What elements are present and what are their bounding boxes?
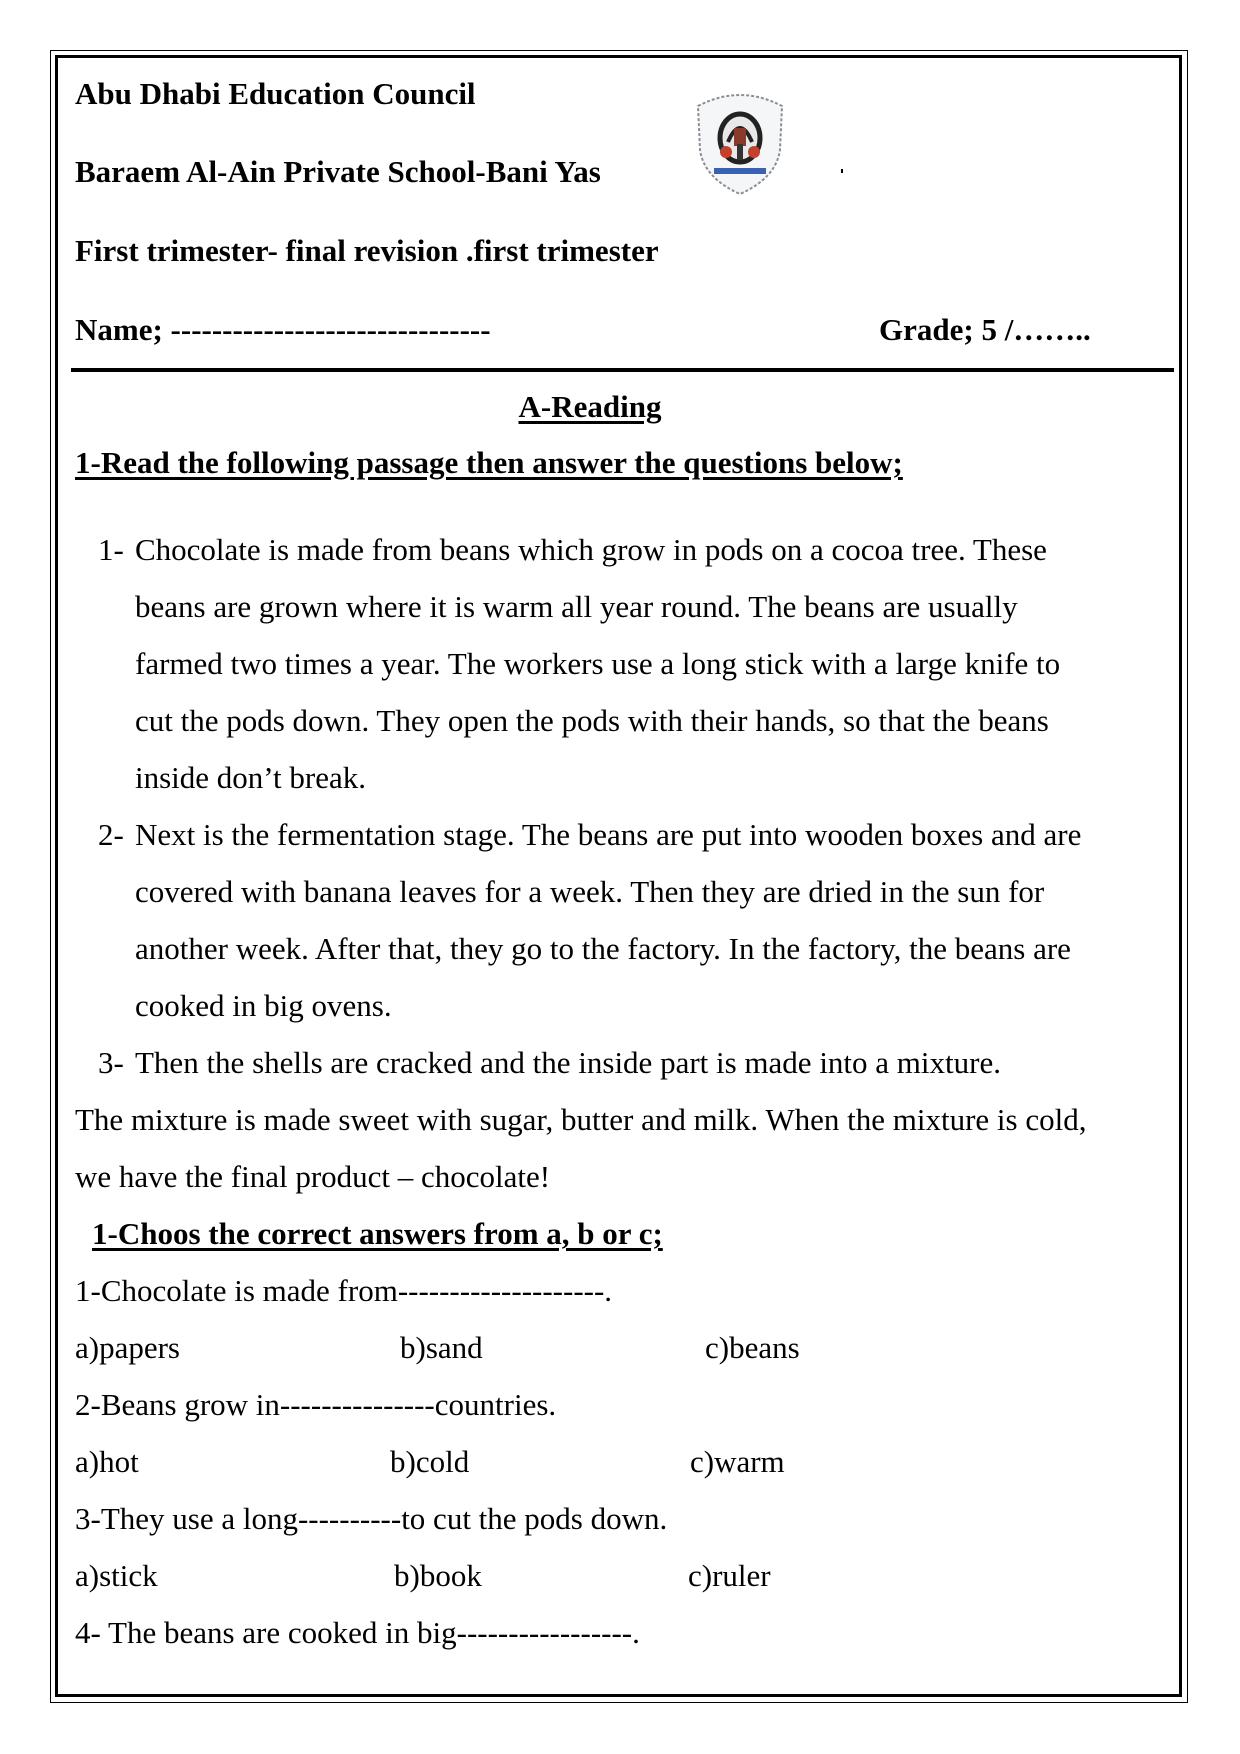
passage-line: another week. After that, they go to the factory. In the factory, the beans are	[135, 931, 1071, 966]
paragraph-number: 2-	[98, 817, 124, 852]
passage-line: Next is the fermentation stage. The beans are put into wooden boxes and are	[135, 817, 1082, 852]
question-text: 1-Chocolate is made from--------------------.	[75, 1273, 613, 1308]
reading-instruction: 1-Read the following passage then answer the questions below;	[75, 445, 903, 480]
stray-mark	[841, 169, 843, 173]
answer-option-b[interactable]: b)sand	[400, 1330, 483, 1365]
passage-line: covered with banana leaves for a week. Then they are dried in the sun for	[135, 874, 1045, 909]
answer-option-a[interactable]: a)hot	[75, 1444, 139, 1479]
question-text: 4- The beans are cooked in big-----------------.	[75, 1615, 640, 1650]
passage-line: Chocolate is made from beans which grow in pods on a cocoa tree. These	[135, 532, 1047, 567]
passage-line: Then the shells are cracked and the inside part is made into a mixture.	[135, 1045, 1001, 1080]
term-title: First trimester- final revision .first trimester	[75, 233, 659, 268]
answer-option-b[interactable]: b)book	[394, 1558, 482, 1593]
answer-option-a[interactable]: a)stick	[75, 1558, 158, 1593]
passage-line: The mixture is made sweet with sugar, butter and milk. When the mixture is cold,	[75, 1102, 1087, 1137]
question-text: 2-Beans grow in---------------countries.	[75, 1387, 557, 1422]
school-crest-shield-icon	[690, 88, 790, 198]
name-field[interactable]: Name; -------------------------------	[75, 312, 491, 347]
paragraph-number: 1-	[98, 532, 124, 567]
answer-option-c[interactable]: c)ruler	[688, 1558, 771, 1593]
answer-option-c[interactable]: c)warm	[690, 1444, 785, 1479]
school-name: Baraem Al-Ain Private School-Bani Yas	[75, 154, 601, 189]
exercise-title: 1-Choos the correct answers from a, b or c;	[92, 1216, 663, 1251]
passage-line: inside don’t break.	[135, 760, 367, 795]
passage-line: farmed two times a year. The workers use a long stick with a large knife to	[135, 646, 1061, 681]
answer-option-b[interactable]: b)cold	[390, 1444, 470, 1479]
answer-option-a[interactable]: a)papers	[75, 1330, 180, 1365]
header-divider	[71, 368, 1174, 372]
grade-field[interactable]: Grade; 5 /……..	[879, 312, 1091, 347]
passage-line: cooked in big ovens.	[135, 988, 392, 1023]
answer-option-c[interactable]: c)beans	[705, 1330, 800, 1365]
paragraph-number: 3-	[98, 1045, 124, 1080]
council-name: Abu Dhabi Education Council	[75, 76, 476, 111]
section-title: A-Reading	[518, 389, 662, 424]
passage-line: cut the pods down. They open the pods with their hands, so that the beans	[135, 703, 1049, 738]
question-text: 3-They use a long----------to cut the pods down.	[75, 1501, 668, 1536]
passage-line: we have the final product – chocolate!	[75, 1159, 551, 1194]
passage-line: beans are grown where it is warm all year round. The beans are usually	[135, 589, 1018, 624]
